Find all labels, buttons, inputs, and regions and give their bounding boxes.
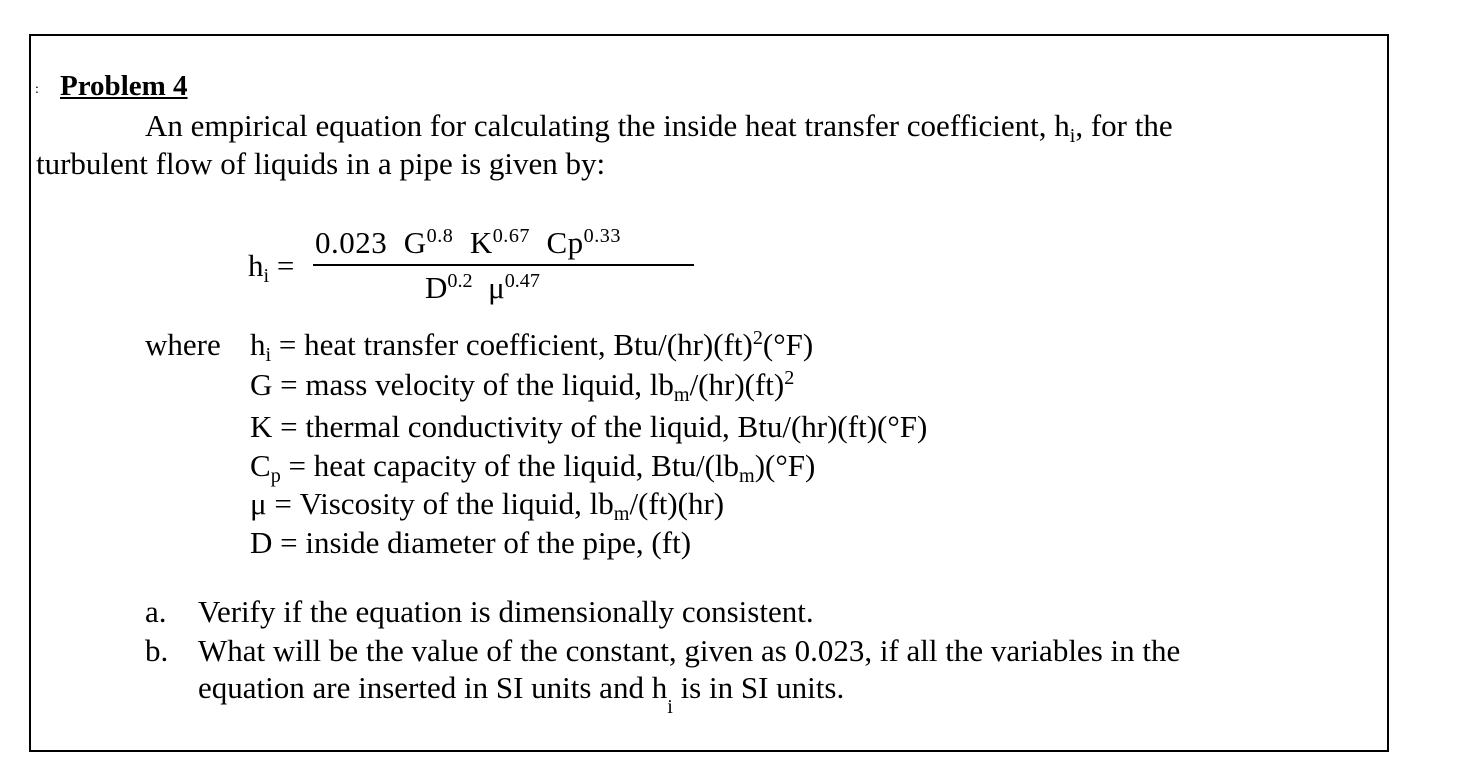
definition-k: K = thermal conductivity of the liquid, Btu/(hr)(ft)(°F)	[250, 409, 928, 444]
problem-title: Problem 4	[60, 70, 188, 102]
definition-g: G = mass velocity of the liquid, $lb_m/(hr)(ft)^2$	[250, 366, 795, 407]
intro-line-2: turbulent flow of liquids in a pipe is given by:	[36, 146, 606, 181]
definition-mu: μ = Viscosity of the liquid, $lb_m/(ft)(hr)$	[250, 486, 725, 526]
equation-denominator: $D^{0.2}$ $\mu^{0.47}$	[425, 269, 540, 305]
question-b-text-line-2: equation are inserted in SI units and $h_i$ is in SI units.	[198, 670, 845, 719]
equation-numerator: 0.023 $G^{0.8}$ $K^{0.67}$ $Cp^{0.33}$	[315, 224, 621, 260]
fraction-bar	[313, 264, 694, 266]
intro-line-1: An empirical equation for calculating the inside heat transfer coefficient, $h_i$, for the	[145, 108, 1173, 148]
margin-mark: :	[35, 82, 39, 97]
where-label: where	[145, 327, 221, 362]
definition-hi: $h_i$ = heat transfer coefficient, Btu/(hr)(ft)$^2$(°F)	[250, 326, 814, 367]
equation-lhs: $h_i$ =	[248, 248, 295, 288]
definition-d: D = inside diameter of the pipe, (ft)	[250, 525, 692, 560]
question-a-text: Verify if the equation is dimensionally consistent.	[198, 594, 814, 629]
definition-cp: $C_p$ = heat capacity of the liquid, Btu/$(lb_m)(^\circ F)$	[250, 448, 816, 488]
question-b-text-line-1: What will be the value of the constant, given as 0.023, if all the variables in the	[198, 633, 1181, 668]
question-b-marker: b.	[145, 633, 169, 668]
question-a-marker: a.	[145, 594, 167, 629]
